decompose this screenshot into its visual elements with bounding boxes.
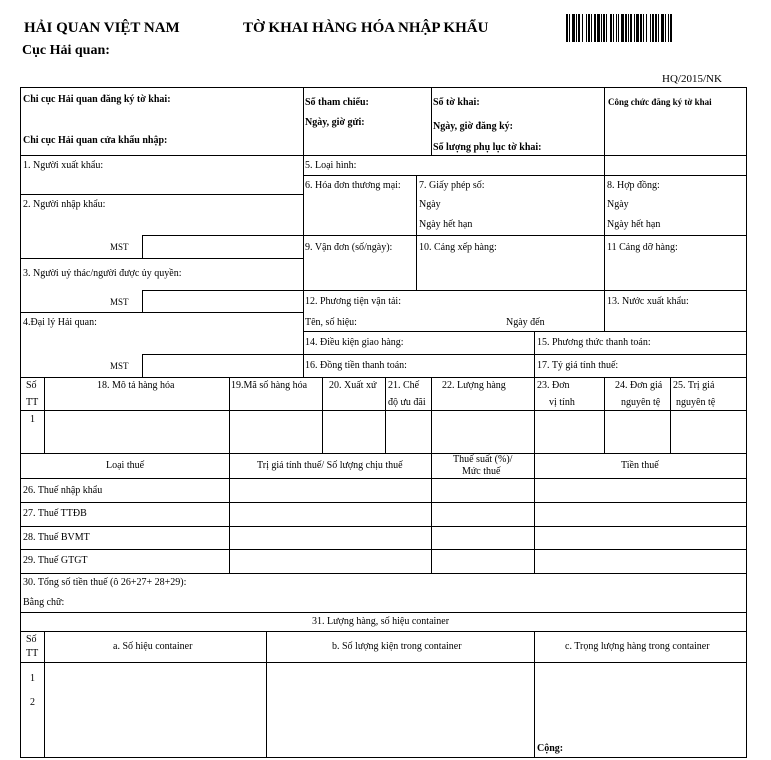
importer-label: 2. Người nhập khẩu: — [23, 199, 106, 210]
amount-in-words-label: Bằng chữ: — [23, 597, 65, 608]
agent-tax-code-label: MST — [110, 361, 129, 371]
form-title: TỜ KHAI HÀNG HÓA NHẬP KHẨU — [243, 20, 489, 36]
import-duty-label: 26. Thuế nhập khẩu — [23, 485, 103, 496]
arrival-date-label: Ngày đến — [506, 317, 545, 328]
branch-register-label: Chi cục Hải quan đăng ký tờ khai: — [23, 94, 171, 105]
contract-expiry-label: Ngày hết hạn — [607, 219, 661, 230]
container-row-number: 1 — [30, 673, 35, 684]
value-header: 25. Trị giá — [673, 380, 715, 391]
license-date-label: Ngày — [419, 199, 441, 210]
vat-label: 29. Thuế GTGT — [23, 555, 88, 566]
value-header-2: nguyên tệ — [676, 397, 716, 408]
goods-row-number: 1 — [30, 414, 35, 425]
container-no-header: Số — [26, 634, 37, 645]
tax-amount-header: Tiền thuế — [621, 460, 659, 471]
reference-number-label: Số tham chiếu: — [305, 97, 369, 108]
importer-tax-code-label: MST — [110, 242, 129, 252]
goods-no-header: Số — [26, 380, 37, 391]
contract-label: 8. Hợp đồng: — [607, 180, 660, 191]
taxable-value-header: Trị giá tính thuế/ Số lượng chịu thuế — [257, 460, 403, 471]
hs-code-header: 19.Mã số hàng hóa — [231, 380, 308, 391]
cargo-weight-header: c. Trọng lượng hàng trong container — [565, 641, 710, 652]
contract-date-label: Ngày — [607, 199, 629, 210]
export-country-label: 13. Nước xuất khẩu: — [607, 296, 689, 307]
agency-name: HẢI QUAN VIỆT NAM — [24, 20, 180, 36]
discharge-port-label: 11 Cảng dỡ hàng: — [607, 242, 678, 253]
tax-type-header: Loại thuế — [106, 460, 145, 471]
preference-header-2: độ ưu đãi — [388, 397, 426, 408]
barcode-image — [566, 14, 748, 42]
authorized-party-label: 3. Người uỷ thác/người được ủy quyền: — [23, 268, 182, 279]
special-consumption-tax-label: 27. Thuế TTĐB — [23, 508, 87, 519]
declaration-number-label: Số tờ khai: — [433, 97, 480, 108]
payment-currency-label: 16. Đồng tiền thanh toán: — [305, 360, 407, 371]
registration-datetime-label: Ngày, giờ đăng ký: — [433, 121, 513, 132]
container-row-number: 2 — [30, 697, 35, 708]
unit-price-header: 24. Đơn giá — [615, 380, 663, 391]
loading-port-label: 10. Cảng xếp hàng: — [419, 242, 497, 253]
reference-datetime-label: Ngày, giờ gửi: — [305, 117, 365, 128]
origin-header: 20. Xuất xứ — [329, 380, 377, 391]
appendix-count-label: Số lượng phụ lục tờ khai: — [433, 142, 542, 153]
unit-price-header-2: nguyên tệ — [621, 397, 661, 408]
container-number-header: a. Số hiệu container — [113, 641, 193, 652]
license-expiry-label: Ngày hết hạn — [419, 219, 473, 230]
container-sum-label: Cộng: — [537, 743, 564, 754]
form-code: HQ/2015/NK — [662, 73, 722, 85]
exporter-label: 1. Người xuất khẩu: — [23, 160, 104, 171]
payment-method-label: 15. Phương thức thanh toán: — [537, 337, 651, 348]
container-no-header-2: TT — [26, 648, 39, 659]
quantity-header: 22. Lượng hàng — [442, 380, 506, 391]
commercial-invoice-label: 6. Hóa đơn thương mại: — [305, 180, 401, 191]
vessel-name-label: Tên, số hiệu: — [305, 317, 357, 328]
container-section-title: 31. Lượng hàng, số hiệu container — [312, 616, 450, 627]
preference-header: 21. Chế — [388, 380, 420, 391]
unit-header: 23. Đơn — [537, 380, 570, 391]
license-number-label: 7. Giấy phép số: — [419, 180, 485, 191]
import-type-label: 5. Loại hình: — [305, 160, 357, 171]
delivery-terms-label: 14. Điều kiện giao hàng: — [305, 337, 404, 348]
package-count-header: b. Số lượng kiện trong container — [332, 641, 462, 652]
goods-description-header: 18. Mô tả hàng hóa — [97, 380, 175, 391]
bill-of-lading-label: 9. Vận đơn (số/ngày): — [305, 242, 393, 253]
exchange-rate-label: 17. Tỷ giá tính thuế: — [537, 360, 619, 371]
tax-rate-header: Thuế suất (%)/ — [453, 454, 513, 465]
authorized-tax-code-label: MST — [110, 297, 129, 307]
total-tax-label: 30. Tổng số tiền thuế (ô 26+27+ 28+29): — [23, 577, 187, 588]
environment-tax-label: 28. Thuế BVMT — [23, 532, 90, 543]
branch-entry-label: Chi cục Hải quan cửa khẩu nhập: — [23, 135, 168, 146]
unit-header-2: vị tính — [549, 397, 575, 408]
tax-rate-header-2: Mức thuế — [462, 466, 501, 477]
transport-means-label: 12. Phương tiện vận tải: — [305, 296, 401, 307]
officer-label: Công chức đăng ký tờ khai — [608, 97, 712, 107]
goods-no-header-2: TT — [26, 397, 39, 408]
customs-agent-label: 4.Đại lý Hải quan: — [23, 317, 97, 328]
customs-department: Cục Hải quan: — [22, 43, 110, 58]
